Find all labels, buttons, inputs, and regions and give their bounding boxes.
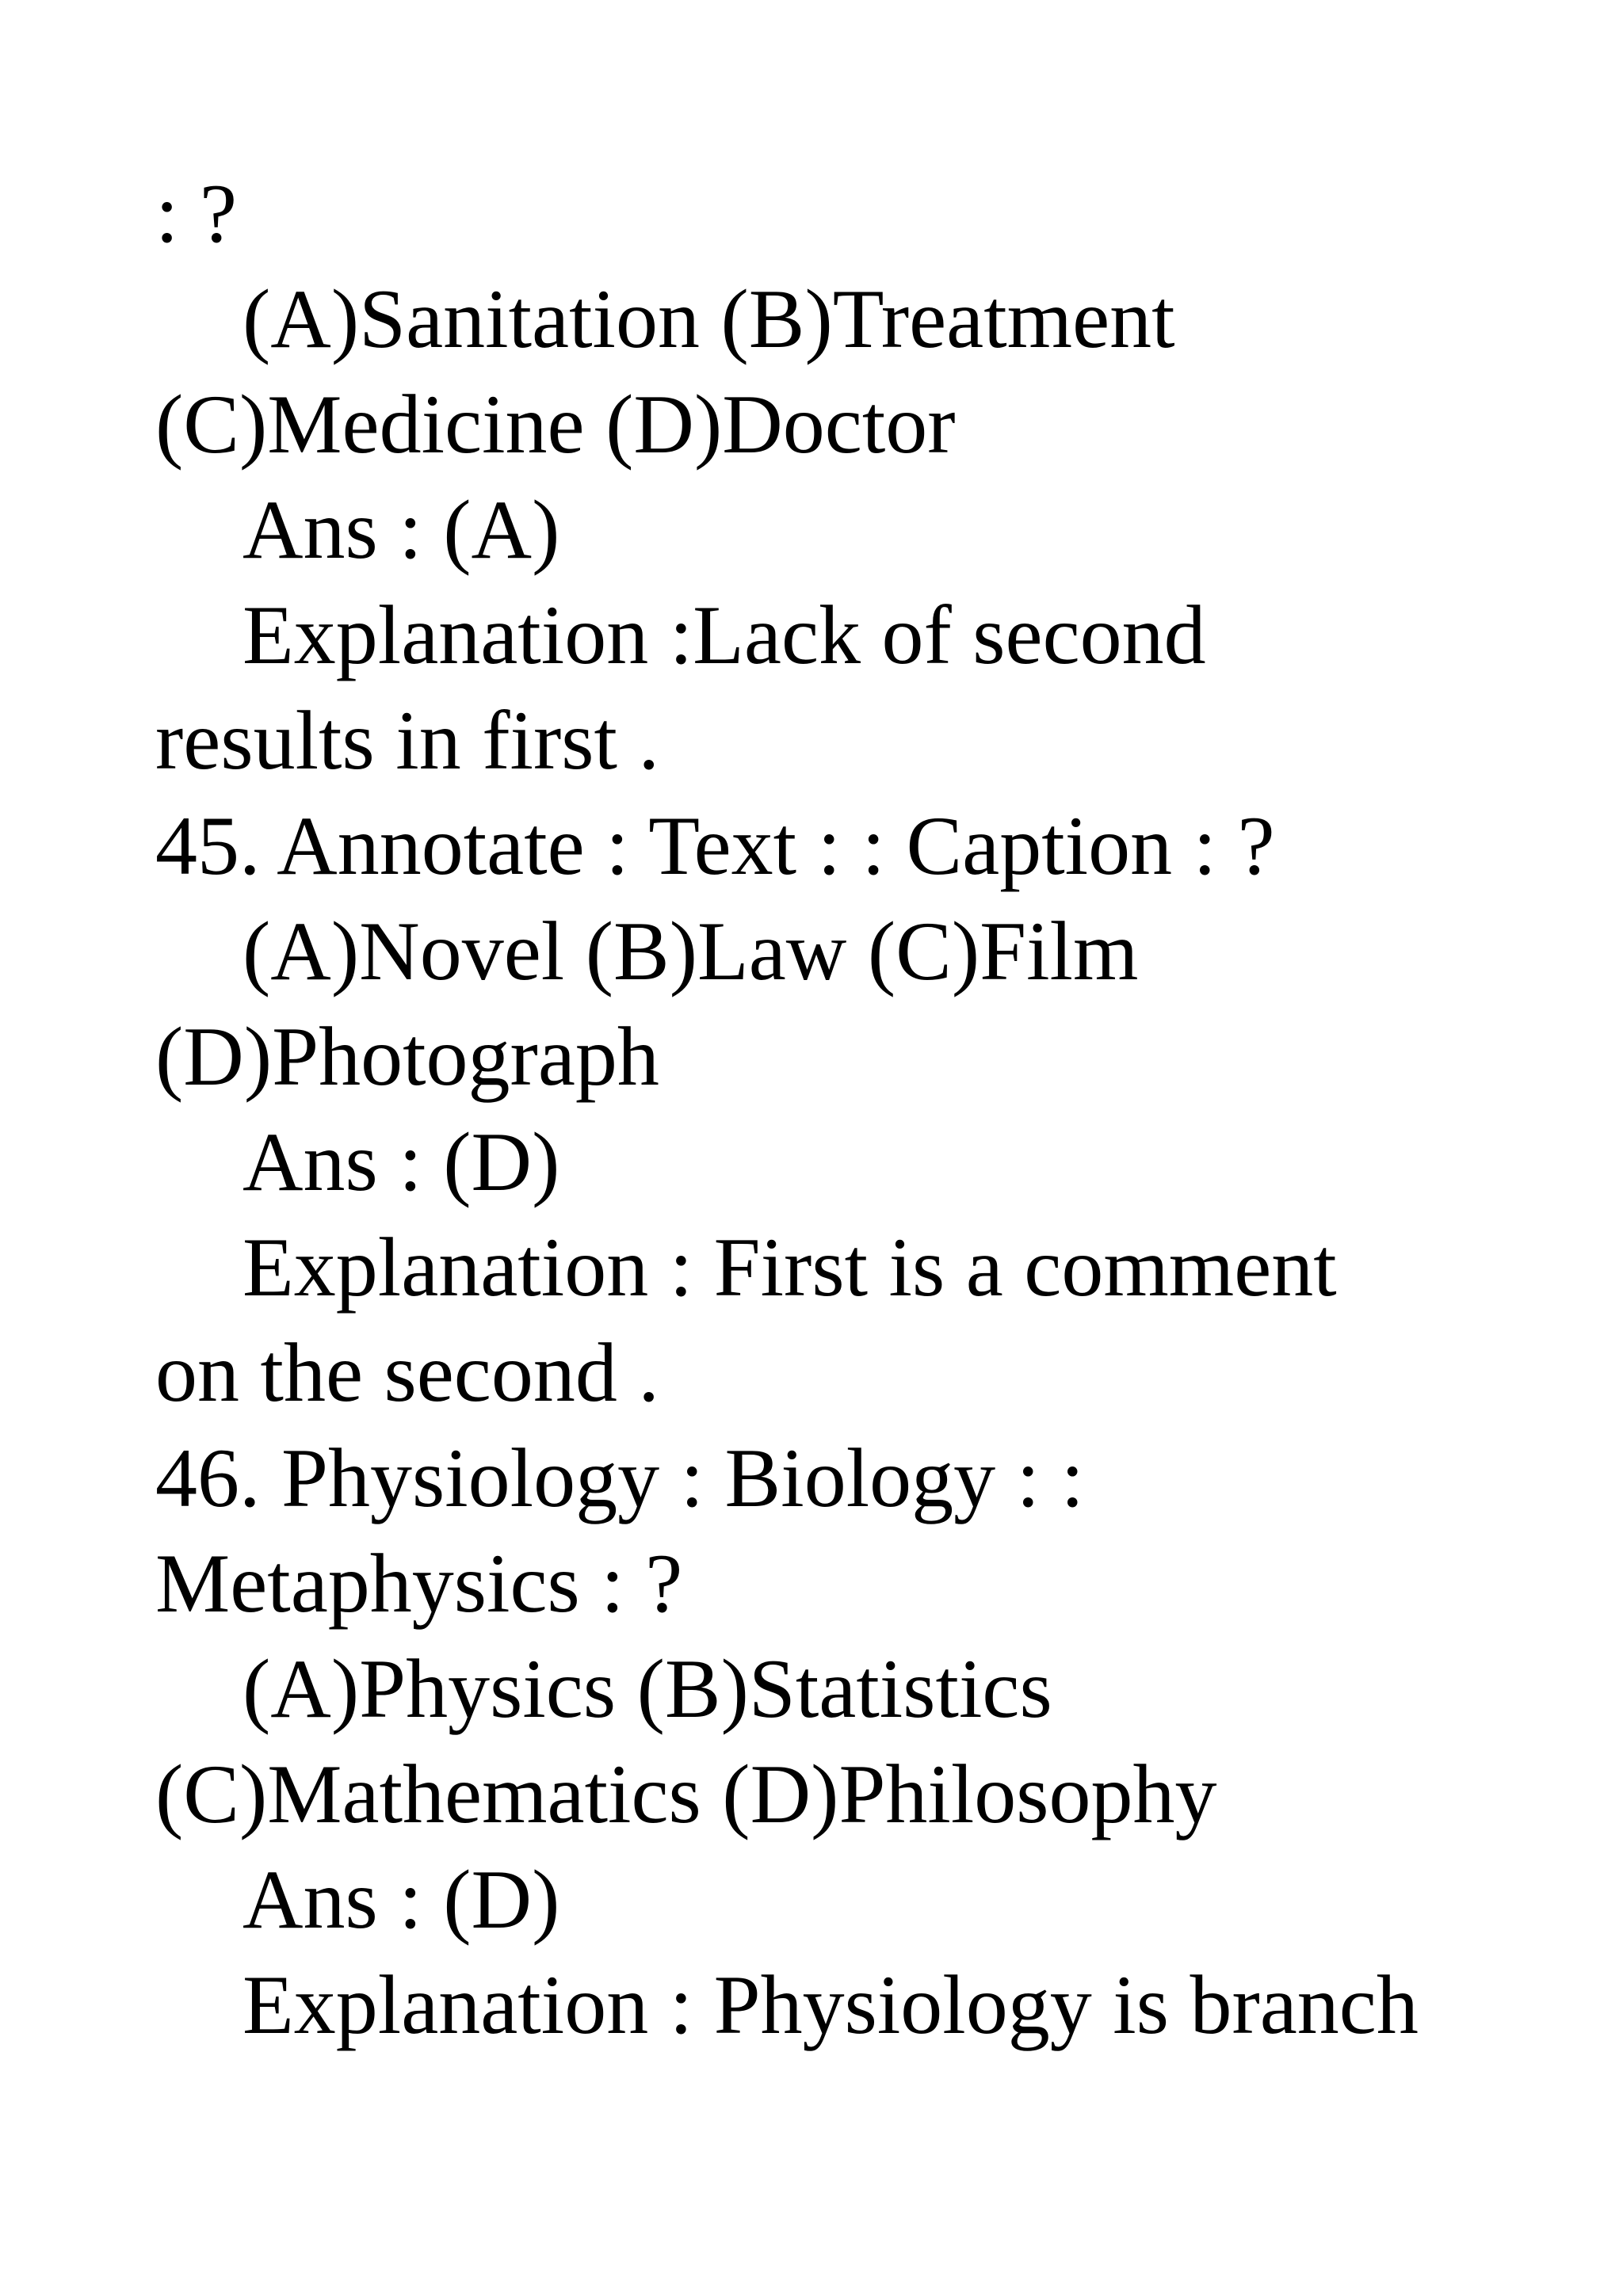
question-44-answer: Ans : (A) [242, 483, 560, 576]
question-44-explanation-line-1: Explanation :Lack of second [242, 589, 1206, 681]
question-46-explanation-line-1: Explanation : Physiology is branch [242, 1958, 1419, 2051]
question-46-stem-line-1: 46. Physiology : Biology : : [155, 1432, 1085, 1524]
question-45-explanation-line-1: Explanation : First is a comment [242, 1221, 1337, 1314]
question-45-options-line-1: (A)Novel (B)Law (C)Film [242, 905, 1139, 997]
question-45-answer: Ans : (D) [242, 1116, 560, 1208]
question-44-options-line-1: (A)Sanitation (B)Treatment [242, 273, 1175, 365]
question-45-stem: 45. Annotate : Text : : Caption : ? [155, 799, 1275, 892]
question-44-stem-tail: : ? [155, 167, 237, 260]
question-46-options-line-2: (C)Mathematics (D)Philosophy [155, 1748, 1217, 1840]
question-46-answer: Ans : (D) [242, 1853, 560, 1946]
question-44-options-line-2: (C)Medicine (D)Doctor [155, 378, 956, 471]
question-45-options-line-2: (D)Photograph [155, 1010, 659, 1103]
question-46-stem-line-2: Metaphysics : ? [155, 1537, 683, 1630]
question-46-options-line-1: (A)Physics (B)Statistics [242, 1642, 1052, 1735]
question-44-explanation-line-2: results in first . [155, 694, 659, 787]
question-45-explanation-line-2: on the second . [155, 1326, 659, 1419]
